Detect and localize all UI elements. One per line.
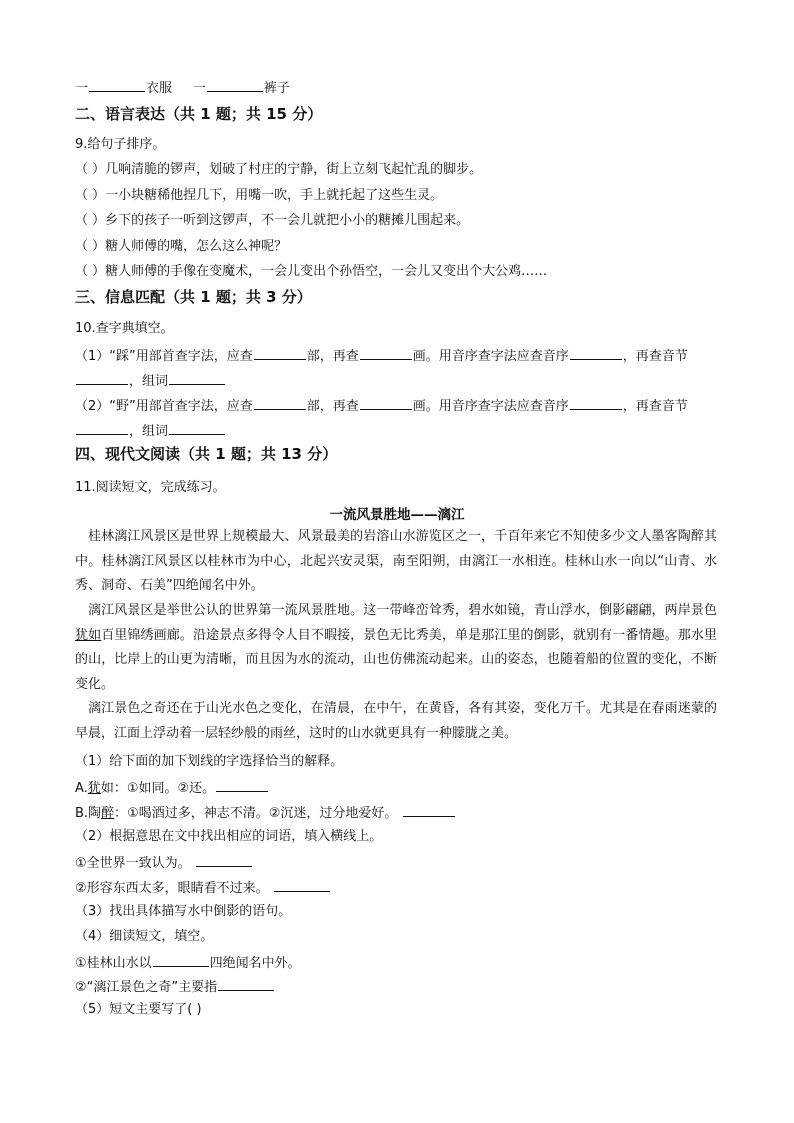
section-heading-3: 三、信息匹配（共 1 题；共 3 分） xyxy=(75,288,312,306)
answer-blank[interactable] xyxy=(76,421,128,435)
ordering-item: （ ）乡下的孩子一听到这锣声，不一会儿就把小小的糖摊儿围起来。 xyxy=(75,213,470,228)
passage-paragraph-3: 漓江景色之奇还在于山光水色之变化，在清晨，在中午，在黄昏，各有其姿，变化万千。尤其是在春雨迷蒙的早晨，江面上浮动着一层轻纱般的雨丝，这时的山水就更具有一种朦胧之美。 xyxy=(75,701,717,741)
top-text: 一 xyxy=(75,81,89,96)
section-heading-4: 四、现代文阅读（共 1 题；共 13 分） xyxy=(75,445,338,463)
dictionary-row-1-cont xyxy=(75,371,226,391)
sub-question-4a xyxy=(75,953,301,973)
answer-blank[interactable] xyxy=(153,953,209,967)
row-text: ，再查音节 xyxy=(622,399,688,414)
underlined-char: 醉 xyxy=(101,806,115,821)
para-text: 百里锦绣画廊。沿途景点多得令人目不暇接，景色无比秀美，单是那江里的倒影，就别有一番情趣。那水里的山，比岸上的山更为清晰，而且因为水的流动，山也仿佛流动起来。山的姿态，也随着船的位置的变化，不断变化。 xyxy=(75,627,717,692)
top-text: 裤子 xyxy=(263,81,290,96)
top-text: 一 xyxy=(192,81,206,96)
row-text: 画。用音序查字法应查音序 xyxy=(412,399,569,414)
row-text: 部，再查 xyxy=(306,399,359,414)
answer-blank[interactable] xyxy=(254,346,306,360)
row-text: ，组词 xyxy=(129,374,169,389)
row-text: （2）“野”用部首查字法，应查 xyxy=(75,399,253,414)
q-text: ①全世界一致认为。 xyxy=(75,856,191,871)
question-10: 10.查字典填空。 xyxy=(75,321,174,336)
q-text: 四绝闻名中外。 xyxy=(209,956,301,971)
row-text: 画。用音序查字法应查音序 xyxy=(412,349,569,364)
q-text: ：①喝酒过多，神志不清。②沉迷，过分地爱好。 xyxy=(114,806,398,821)
answer-blank[interactable] xyxy=(76,371,128,385)
ordering-item: （ ）几响清脆的锣声，划破了村庄的宁静，街上立刻飞起忙乱的脚步。 xyxy=(75,162,483,177)
ordering-item: （ ）糖人师傅的嘴，怎么这么神呢？ xyxy=(75,239,288,254)
answer-blank[interactable] xyxy=(196,853,252,867)
para-text: 漓江风景区是举世公认的世界第一流风景胜地。这一带峰峦耸秀，碧水如镜，青山浮水，倒影翩翩，两岸景色 xyxy=(88,603,717,618)
sub-question-1b xyxy=(75,803,456,823)
sub-question-1: （1）给下面的加下划线的字选择恰当的解释。 xyxy=(75,754,344,769)
sub-question-2: （2）根据意思在文中找出相应的词语，填入横线上。 xyxy=(75,829,383,844)
answer-blank[interactable] xyxy=(216,778,268,792)
row-text: （1）“踩”用部首查字法，应查 xyxy=(75,349,253,364)
dictionary-row-2 xyxy=(75,396,688,416)
answer-blank[interactable] xyxy=(207,78,263,92)
underlined-char: 犹 xyxy=(87,781,101,796)
sub-question-5: （5）短文主要写了( ) xyxy=(75,1002,202,1017)
sub-question-4b xyxy=(75,977,275,997)
sub-question-2a xyxy=(75,853,253,873)
answer-blank[interactable] xyxy=(360,396,412,410)
section-heading-2: 二、语言表达（共 1 题；共 15 分） xyxy=(75,105,323,123)
underlined-word: 犹如 xyxy=(75,627,102,643)
answer-blank[interactable] xyxy=(254,396,306,410)
answer-blank[interactable] xyxy=(169,371,225,385)
q-text: A. xyxy=(75,781,88,796)
answer-blank[interactable] xyxy=(570,346,622,360)
q-text: ②“漓江景色之奇”主要指 xyxy=(75,980,218,995)
answer-blank[interactable] xyxy=(274,878,330,892)
row-text: ，组词 xyxy=(129,424,169,439)
dictionary-row-2-cont xyxy=(75,421,226,441)
passage-paragraph-2 xyxy=(75,599,717,697)
passage-paragraph-1: 桂林漓江风景区是世界上规模最大、风景最美的岩溶山水游览区之一，千百年来它不知使多少文人墨客陶醉其中。桂林漓江风景区以桂林市为中心，北起兴安灵渠，南至阳朔，由漓江一水相连。桂林山水一向以“山青、水秀、洞奇、石美”四绝闻名中外。 xyxy=(75,529,717,593)
answer-blank[interactable] xyxy=(403,803,455,817)
passage-title: 一流风景胜地——漓江 xyxy=(329,507,465,523)
q-text: B.陶 xyxy=(75,806,102,821)
q-text: 如：①如同。②还。 xyxy=(100,781,216,796)
answer-blank[interactable] xyxy=(570,396,622,410)
sub-question-1a xyxy=(75,778,269,798)
answer-blank[interactable] xyxy=(89,78,145,92)
question-11: 11.阅读短文，完成练习。 xyxy=(75,480,226,495)
dictionary-row-1 xyxy=(75,346,688,366)
top-fill-line xyxy=(75,78,290,98)
answer-blank[interactable] xyxy=(360,346,412,360)
sub-question-2b xyxy=(75,878,331,898)
sub-question-4: （4）细读短文，填空。 xyxy=(75,929,214,944)
ordering-item: （ ）糖人师傅的手像在变魔术，一会儿变出个孙悟空，一会儿又变出个大公鸡…… xyxy=(75,264,548,279)
sub-question-3: （3）找出具体描写水中倒影的语句。 xyxy=(75,904,292,919)
question-9: 9.给句子排序。 xyxy=(75,137,166,152)
row-text: ，再查音节 xyxy=(622,349,688,364)
answer-blank[interactable] xyxy=(169,421,225,435)
q-text: ②形容东西太多，眼睛看不过来。 xyxy=(75,881,269,896)
answer-blank[interactable] xyxy=(218,977,274,991)
ordering-item: （ ）一小块糖稀他捏几下，用嘴一吹，手上就托起了这些生灵。 xyxy=(75,188,444,203)
row-text: 部，再查 xyxy=(306,349,359,364)
q-text: ①桂林山水以 xyxy=(75,956,152,971)
top-text: 衣服 xyxy=(146,81,173,96)
